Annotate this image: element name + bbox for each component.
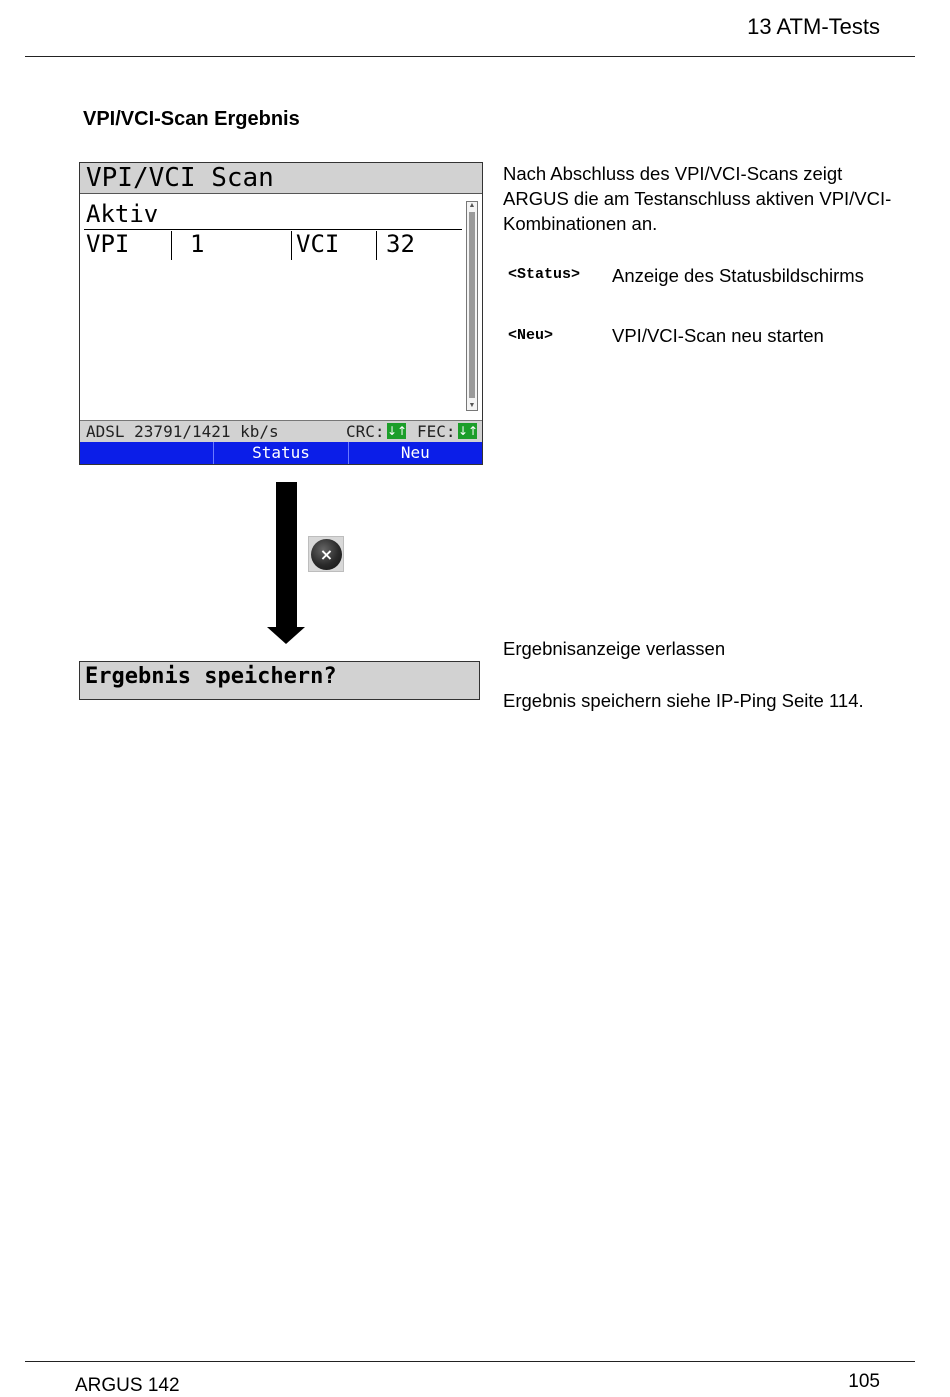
- status-bar: [80, 420, 482, 442]
- softkey-status[interactable]: Status: [214, 442, 348, 464]
- save-prompt-box: [79, 661, 480, 700]
- key-neu: <Neu>: [508, 327, 554, 344]
- save-reference: Ergebnis speichern siehe IP-Ping Seite 114.: [503, 690, 864, 711]
- screen-title-bar: [80, 163, 482, 194]
- fec-indicator-icon: ↓↑: [458, 424, 479, 438]
- footer-rule: [25, 1361, 915, 1362]
- footer-page-number: 105: [848, 1371, 880, 1392]
- vpi-label: VPI: [86, 230, 130, 258]
- section-heading: VPI/VCI-Scan Ergebnis: [83, 108, 300, 130]
- scroll-down-icon[interactable]: ▼: [468, 402, 476, 409]
- scroll-up-icon[interactable]: ▲: [468, 202, 476, 209]
- exit-key[interactable]: [308, 536, 344, 572]
- scan-description: Nach Abschluss des VPI/VCI-Scans zeigt ARGUS die am Testanschluss aktiven VPI/VCI-Kombinationen an.: [503, 163, 892, 234]
- vci-value: 32: [386, 230, 415, 258]
- screen-subtitle: Aktiv: [86, 200, 159, 228]
- softkey-neu[interactable]: Neu: [400, 443, 430, 462]
- screen-title: VPI/VCI Scan: [86, 163, 274, 193]
- key-status: <Status>: [508, 266, 581, 283]
- down-arrowhead-icon: [267, 627, 305, 644]
- vpi-value: 1: [190, 230, 205, 258]
- crc-label: CRC:: [346, 422, 385, 441]
- crc-indicator-icon: ↓↑: [387, 424, 408, 438]
- vci-label: VCI: [296, 230, 340, 258]
- cell-divider: [291, 231, 292, 260]
- close-icon: [311, 539, 342, 570]
- footer-product: ARGUS 142: [75, 1375, 180, 1396]
- softkey-empty[interactable]: [80, 442, 214, 464]
- fec-label: FEC:: [417, 422, 456, 441]
- softkey-bar: [80, 442, 482, 464]
- header-rule: [25, 56, 915, 57]
- key-neu-description: VPI/VCI-Scan neu starten: [612, 325, 824, 346]
- cell-divider: [376, 231, 377, 260]
- line-rate: ADSL 23791/1421 kb/s: [86, 422, 279, 441]
- scroll-thumb[interactable]: [469, 212, 475, 398]
- device-screen: [79, 162, 483, 465]
- close-glyph: ×: [319, 545, 334, 564]
- down-arrow-icon: [276, 482, 297, 628]
- chapter-title: 13 ATM-Tests: [747, 14, 880, 39]
- exit-description: Ergebnisanzeige verlassen: [503, 638, 726, 659]
- scrollbar[interactable]: [466, 201, 478, 411]
- cell-divider: [171, 231, 172, 260]
- save-prompt: Ergebnis speichern?: [85, 664, 337, 689]
- key-status-description: Anzeige des Statusbildschirms: [612, 265, 864, 286]
